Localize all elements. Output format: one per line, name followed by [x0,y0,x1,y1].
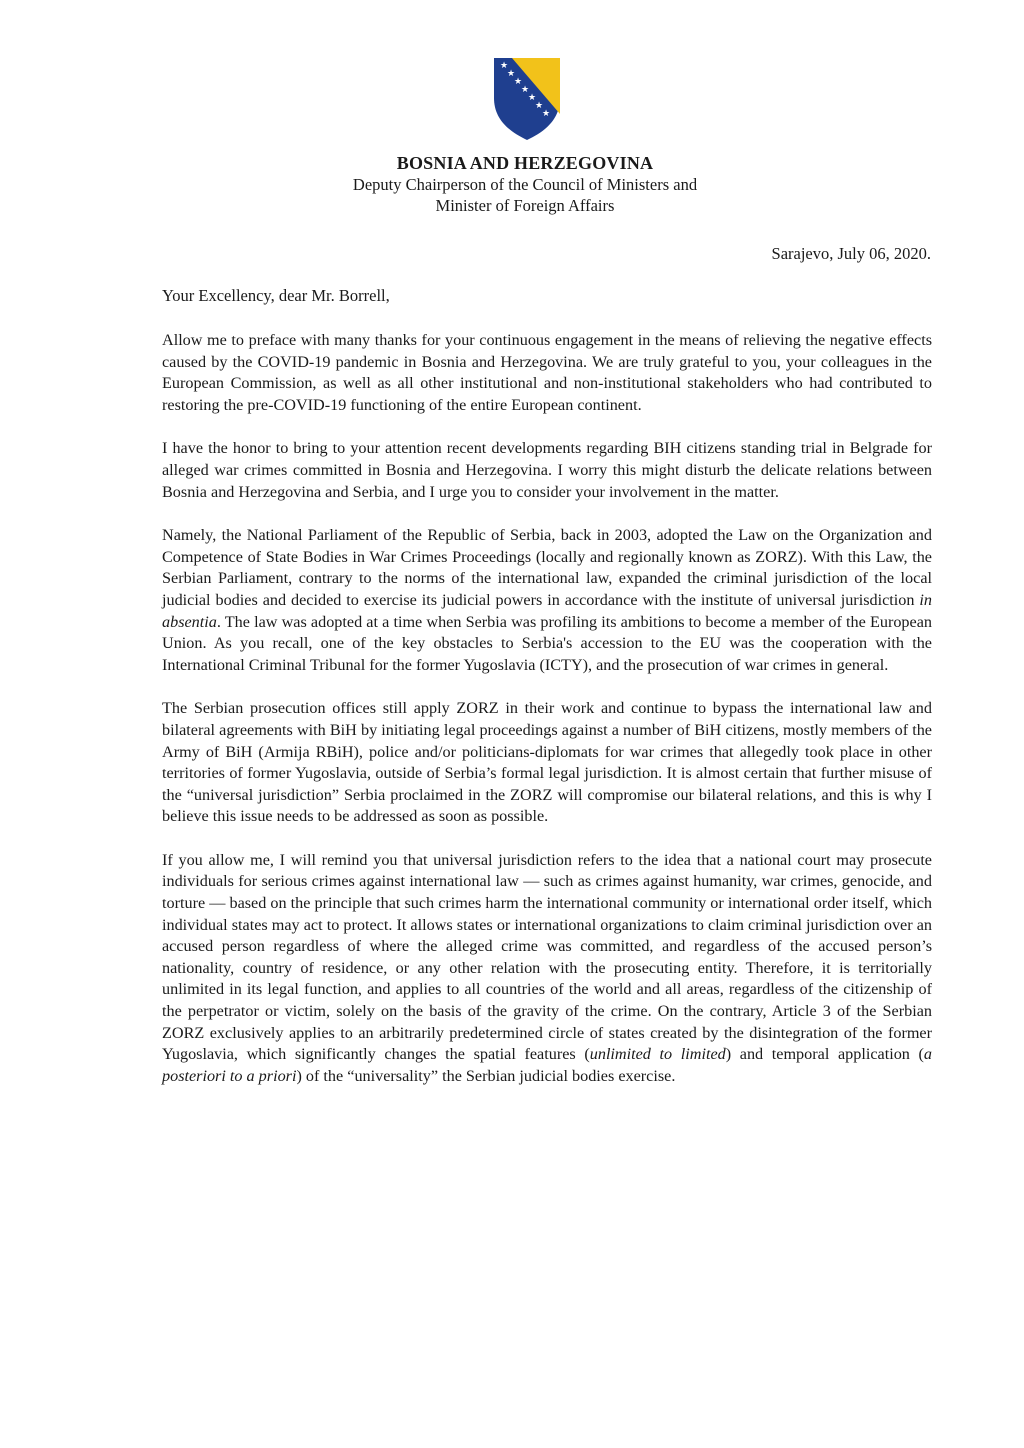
country-name: BOSNIA AND HERZEGOVINA [396,153,654,173]
paragraph-5-italic-1: unlimited to limited [589,1045,726,1064]
svg-text:★: ★ [507,69,516,79]
paragraph-5-part-c: ) of the “universality” the Serbian judicial bodies exercise. [296,1066,676,1085]
paragraph-5-italic-2: a posteriori to a priori [162,1045,933,1085]
svg-text:★: ★ [500,61,509,71]
letter-body [162,330,932,1109]
paragraph-5 [162,850,932,1088]
paragraph-3-part-a: Namely, the National Parliament of the Republic of Serbia, back in 2003, adopted the Law on the Organization and Competence of State Bodies in War Crimes Proceedings (locally and regionally known as ZORZ). With this Law, the Serbian Parliament, contrary to the norms of the international law, expanded the criminal jurisdiction of the local judicial bodies and decided to exercise its judicial powers in accordance with the institute of universal jurisdiction [162,526,932,609]
paragraph-3 [162,525,932,676]
office-title-line-2: Minister of Foreign Affairs [435,196,615,215]
letterhead [250,152,800,216]
svg-text:★: ★ [528,93,537,103]
svg-text:★: ★ [521,85,530,95]
svg-text:★: ★ [542,109,551,119]
office-title-line-1: Deputy Chairperson of the Council of Ministers and [352,175,698,194]
paragraph-5-part-b: ) and temporal application ( [725,1045,924,1064]
coat-of-arms-icon [490,54,564,142]
paragraph-1: Allow me to preface with many thanks for your continuous engagement in the means of relieving the negative effects caused by the COVID-19 pandemic in Bosnia and Herzegovina. We are truly grateful to you, your colleagues in the European Commission, as well as all other institutional and non-institutional stakeholders who had contributed to restoring the pre-COVID-19 functioning of the entire European continent. [162,331,932,414]
svg-text:★: ★ [535,101,544,111]
paragraph-3-part-b: . The law was adopted at a time when Serbia was profiling its ambitions to become a member of the European Union. As you recall, one of the key obstacles to Serbia's accession to the EU was the cooperation with the International Criminal Tribunal for the former Yugoslavia (ICTY), and the prosecution of war crimes in general. [162,612,932,674]
letter-date: Sarajevo, July 06, 2020. [771,244,931,263]
paragraph-5-part-a: If you allow me, I will remind you that universal jurisdiction refers to the idea that a national court may prosecute individuals for serious crimes against international law — such as crimes against humanity, war crimes, genocide, and torture — based on the principle that such crimes harm the international community or international order itself, which individual states may act to protect. It allows states or international organizations to claim criminal jurisdiction over an accused person regardless of where the alleged crime was committed, and regardless of the accused person’s nationality, country of residence, or any other relation with the prosecuting entity. Therefore, it is territorially unlimited in its legal function, and applies to all countries of the world and all areas, regardless of the citizenship of the perpetrator or victim, solely on the basis of the gravity of the crime. On the contrary, Article 3 of the Serbian ZORZ exclusively applies to an arbitrarily predetermined circle of states created by the disintegration of the former Yugoslavia, which significantly changes the spatial features ( [162,850,932,1064]
salutation: Your Excellency, dear Mr. Borrell, [162,286,390,305]
paragraph-2: I have the honor to bring to your attention recent developments regarding BIH citizens standing trial in Belgrade for alleged war crimes committed in Bosnia and Herzegovina. I worry this might disturb the delicate relations between Bosnia and Herzegovina and Serbia, and I urge you to consider your involvement in the matter. [162,439,932,501]
paragraph-3-italic: in absentia [162,590,932,631]
svg-text:★: ★ [514,77,523,87]
paragraph-4: The Serbian prosecution offices still apply ZORZ in their work and continue to bypass the international law and bilateral agreements with BiH by initiating legal proceedings against a number of BiH citizens, mostly members of the Army of BiH (Armija RBiH), police and/or politicians-diplomats for war crimes that allegedly took place in other territories of former Yugoslavia, outside of Serbia’s formal legal jurisdiction. It is almost certain that further misuse of the “universal jurisdiction” Serbia proclaimed in the ZORZ will compromise our bilateral relations, and this is why I believe this issue needs to be addressed as soon as possible. [162,699,932,826]
